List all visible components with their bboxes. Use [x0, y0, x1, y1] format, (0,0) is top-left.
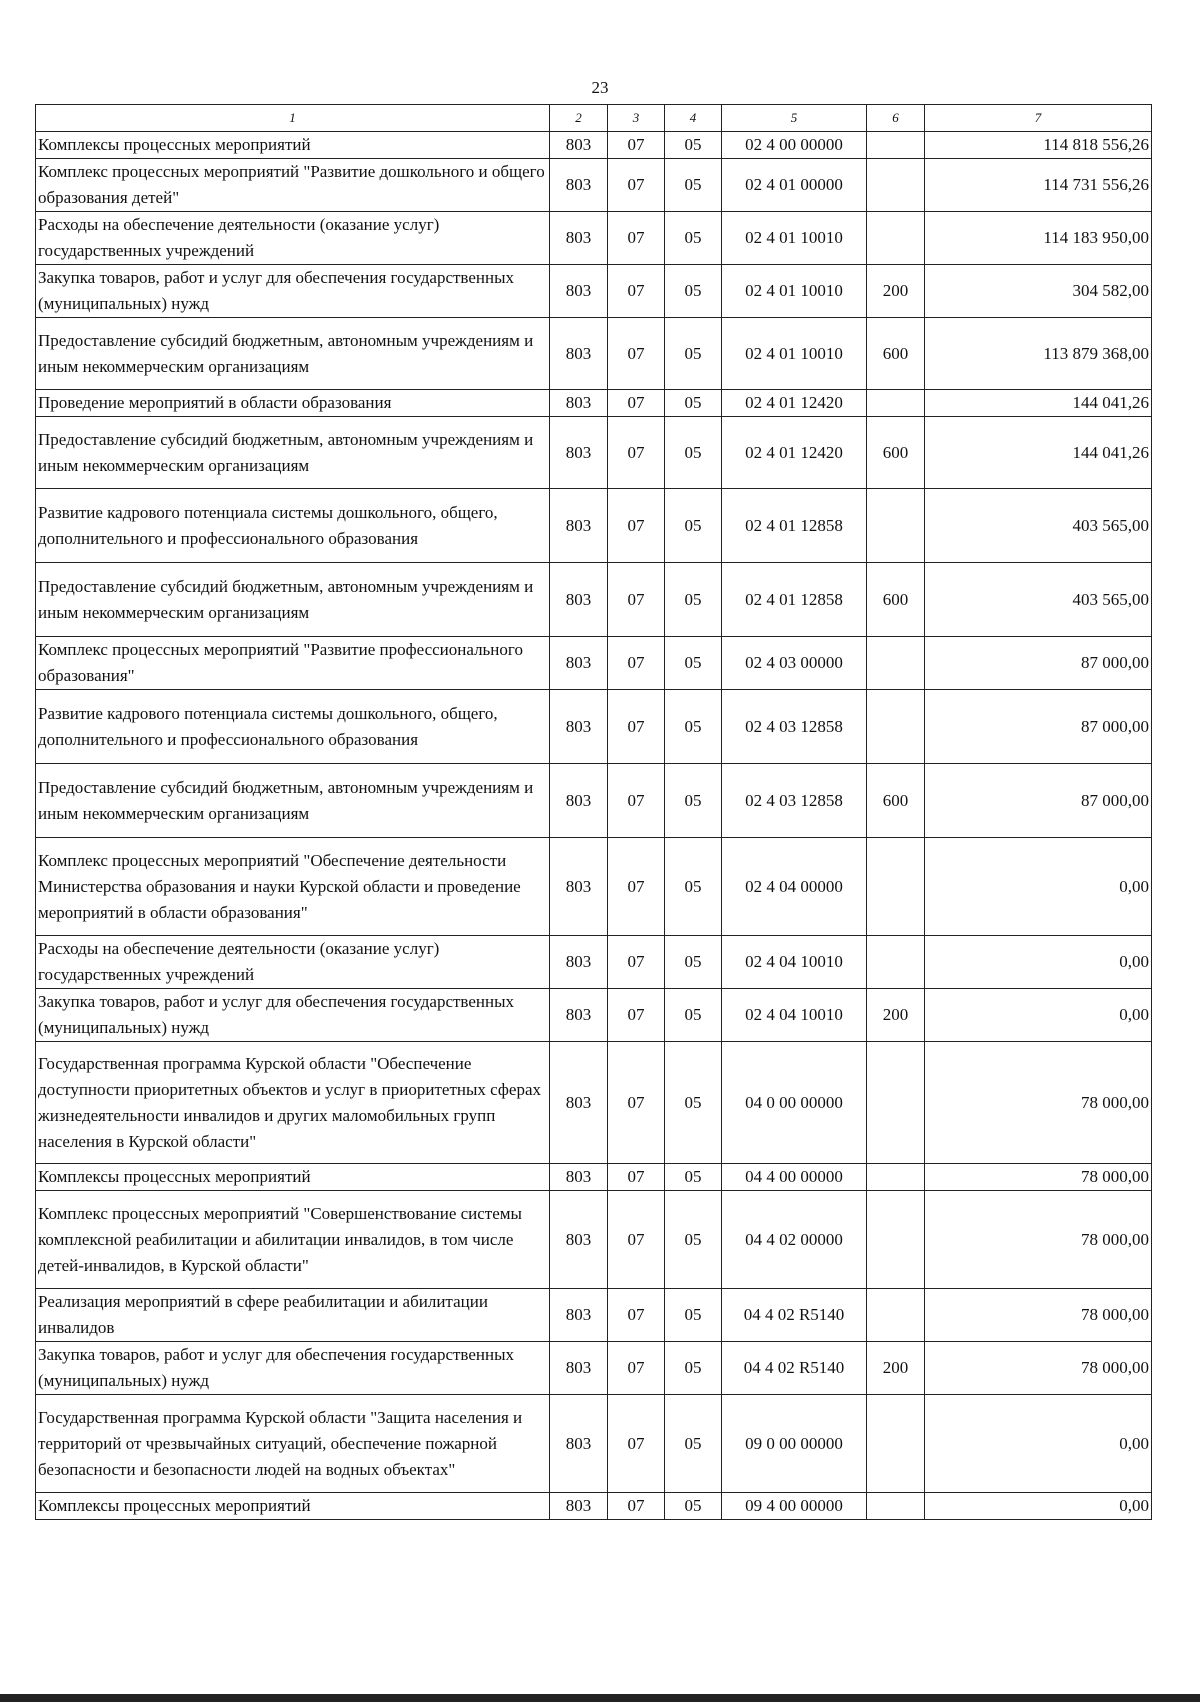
- subsection-cell: 05: [665, 563, 722, 637]
- target-article-cell: 04 4 02 R5140: [722, 1289, 867, 1342]
- amount-cell: 78 000,00: [925, 1342, 1152, 1395]
- table-row: [36, 637, 1152, 690]
- expense-type-cell: [867, 1493, 925, 1520]
- admin-code-cell: 803: [550, 318, 608, 390]
- row-name-cell: Проведение мероприятий в области образования: [36, 390, 550, 417]
- admin-code-cell: 803: [550, 1493, 608, 1520]
- subsection-cell: 05: [665, 265, 722, 318]
- column-header: 2: [550, 105, 608, 132]
- column-header: 1: [36, 105, 550, 132]
- expense-type-cell: 600: [867, 318, 925, 390]
- expense-type-cell: 200: [867, 265, 925, 318]
- admin-code-cell: 803: [550, 1289, 608, 1342]
- admin-code-cell: 803: [550, 489, 608, 563]
- amount-cell: 78 000,00: [925, 1289, 1152, 1342]
- target-article-cell: 04 0 00 00000: [722, 1042, 867, 1164]
- subsection-cell: 05: [665, 489, 722, 563]
- amount-cell: 144 041,26: [925, 390, 1152, 417]
- target-article-cell: 02 4 01 12420: [722, 417, 867, 489]
- table-row: [36, 417, 1152, 489]
- amount-cell: 0,00: [925, 838, 1152, 936]
- admin-code-cell: 803: [550, 563, 608, 637]
- amount-cell: 113 879 368,00: [925, 318, 1152, 390]
- target-article-cell: 02 4 04 10010: [722, 989, 867, 1042]
- admin-code-cell: 803: [550, 1164, 608, 1191]
- admin-code-cell: 803: [550, 159, 608, 212]
- subsection-cell: 05: [665, 690, 722, 764]
- subsection-cell: 05: [665, 1164, 722, 1191]
- expense-type-cell: [867, 390, 925, 417]
- table-row: [36, 1342, 1152, 1395]
- row-name-cell: Реализация мероприятий в сфере реабилитации и абилитации инвалидов: [36, 1289, 550, 1342]
- expense-type-cell: [867, 1395, 925, 1493]
- section-cell: 07: [608, 1164, 665, 1191]
- column-number-row: [36, 105, 1152, 132]
- amount-cell: 0,00: [925, 1395, 1152, 1493]
- scan-bottom-edge: [0, 1694, 1200, 1702]
- amount-cell: 78 000,00: [925, 1164, 1152, 1191]
- section-cell: 07: [608, 838, 665, 936]
- row-name-cell: Предоставление субсидий бюджетным, автономным учреждениям и иным некоммерческим организациям: [36, 318, 550, 390]
- table-row: [36, 838, 1152, 936]
- subsection-cell: 05: [665, 1342, 722, 1395]
- amount-cell: 144 041,26: [925, 417, 1152, 489]
- table-row: [36, 1493, 1152, 1520]
- target-article-cell: 02 4 01 10010: [722, 318, 867, 390]
- column-header: 6: [867, 105, 925, 132]
- row-name-cell: Закупка товаров, работ и услуг для обеспечения государственных (муниципальных) нужд: [36, 989, 550, 1042]
- expense-type-cell: [867, 132, 925, 159]
- row-name-cell: Комплексы процессных мероприятий: [36, 132, 550, 159]
- admin-code-cell: 803: [550, 265, 608, 318]
- expense-type-cell: [867, 1289, 925, 1342]
- table-row: [36, 132, 1152, 159]
- target-article-cell: 09 4 00 00000: [722, 1493, 867, 1520]
- amount-cell: 87 000,00: [925, 764, 1152, 838]
- table-row: [36, 390, 1152, 417]
- row-name-cell: Предоставление субсидий бюджетным, автономным учреждениям и иным некоммерческим организациям: [36, 563, 550, 637]
- column-header: 4: [665, 105, 722, 132]
- amount-cell: 304 582,00: [925, 265, 1152, 318]
- section-cell: 07: [608, 1289, 665, 1342]
- column-header: 3: [608, 105, 665, 132]
- target-article-cell: 02 4 01 00000: [722, 159, 867, 212]
- column-header: 7: [925, 105, 1152, 132]
- amount-cell: 78 000,00: [925, 1191, 1152, 1289]
- target-article-cell: 02 4 01 10010: [722, 265, 867, 318]
- section-cell: 07: [608, 1493, 665, 1520]
- expense-type-cell: [867, 637, 925, 690]
- row-name-cell: Закупка товаров, работ и услуг для обеспечения государственных (муниципальных) нужд: [36, 265, 550, 318]
- target-article-cell: 02 4 01 12858: [722, 489, 867, 563]
- subsection-cell: 05: [665, 936, 722, 989]
- section-cell: 07: [608, 936, 665, 989]
- row-name-cell: Развитие кадрового потенциала системы дошкольного, общего, дополнительного и профессионального образования: [36, 690, 550, 764]
- admin-code-cell: 803: [550, 1191, 608, 1289]
- target-article-cell: 02 4 03 12858: [722, 764, 867, 838]
- table-row: [36, 318, 1152, 390]
- admin-code-cell: 803: [550, 764, 608, 838]
- subsection-cell: 05: [665, 637, 722, 690]
- expense-type-cell: 600: [867, 563, 925, 637]
- subsection-cell: 05: [665, 1395, 722, 1493]
- target-article-cell: 02 4 04 10010: [722, 936, 867, 989]
- admin-code-cell: 803: [550, 1042, 608, 1164]
- subsection-cell: 05: [665, 1191, 722, 1289]
- amount-cell: 403 565,00: [925, 489, 1152, 563]
- table-row: [36, 690, 1152, 764]
- row-name-cell: Комплекс процессных мероприятий "Обеспечение деятельности Министерства образования и науки Курской области и проведение мероприятий в области образования": [36, 838, 550, 936]
- section-cell: 07: [608, 318, 665, 390]
- amount-cell: 114 183 950,00: [925, 212, 1152, 265]
- expense-type-cell: [867, 690, 925, 764]
- section-cell: 07: [608, 265, 665, 318]
- subsection-cell: 05: [665, 838, 722, 936]
- subsection-cell: 05: [665, 1042, 722, 1164]
- amount-cell: 87 000,00: [925, 637, 1152, 690]
- section-cell: 07: [608, 690, 665, 764]
- subsection-cell: 05: [665, 212, 722, 265]
- target-article-cell: 04 4 02 R5140: [722, 1342, 867, 1395]
- target-article-cell: 02 4 00 00000: [722, 132, 867, 159]
- row-name-cell: Развитие кадрового потенциала системы дошкольного, общего, дополнительного и профессионального образования: [36, 489, 550, 563]
- admin-code-cell: 803: [550, 838, 608, 936]
- target-article-cell: 02 4 01 12420: [722, 390, 867, 417]
- section-cell: 07: [608, 989, 665, 1042]
- admin-code-cell: 803: [550, 1342, 608, 1395]
- subsection-cell: 05: [665, 1493, 722, 1520]
- row-name-cell: Расходы на обеспечение деятельности (оказание услуг) государственных учреждений: [36, 212, 550, 265]
- target-article-cell: 02 4 03 00000: [722, 637, 867, 690]
- table-row: [36, 159, 1152, 212]
- target-article-cell: 02 4 03 12858: [722, 690, 867, 764]
- target-article-cell: 09 0 00 00000: [722, 1395, 867, 1493]
- section-cell: 07: [608, 489, 665, 563]
- table-row: [36, 1289, 1152, 1342]
- subsection-cell: 05: [665, 1289, 722, 1342]
- row-name-cell: Закупка товаров, работ и услуг для обеспечения государственных (муниципальных) нужд: [36, 1342, 550, 1395]
- table-row: [36, 764, 1152, 838]
- section-cell: 07: [608, 132, 665, 159]
- table-row: [36, 489, 1152, 563]
- section-cell: 07: [608, 1042, 665, 1164]
- budget-table: [35, 104, 1152, 1520]
- expense-type-cell: [867, 159, 925, 212]
- admin-code-cell: 803: [550, 132, 608, 159]
- amount-cell: 403 565,00: [925, 563, 1152, 637]
- amount-cell: 114 818 556,26: [925, 132, 1152, 159]
- row-name-cell: Государственная программа Курской области "Защита населения и территорий от чрезвычайных ситуаций, обеспечение пожарной безопасности и безопасности людей на водных объектах": [36, 1395, 550, 1493]
- row-name-cell: Комплексы процессных мероприятий: [36, 1164, 550, 1191]
- row-name-cell: Государственная программа Курской области "Обеспечение доступности приоритетных объектов и услуг в приоритетных сферах жизнедеятельности инвалидов и других маломобильных групп населения в Курской области": [36, 1042, 550, 1164]
- expense-type-cell: [867, 838, 925, 936]
- table-row: [36, 1191, 1152, 1289]
- target-article-cell: 04 4 02 00000: [722, 1191, 867, 1289]
- subsection-cell: 05: [665, 417, 722, 489]
- target-article-cell: 02 4 04 00000: [722, 838, 867, 936]
- table-row: [36, 936, 1152, 989]
- section-cell: 07: [608, 764, 665, 838]
- expense-type-cell: [867, 1042, 925, 1164]
- amount-cell: 0,00: [925, 989, 1152, 1042]
- expense-type-cell: [867, 212, 925, 265]
- amount-cell: 0,00: [925, 1493, 1152, 1520]
- table-row: [36, 1395, 1152, 1493]
- page-number: 23: [591, 78, 609, 97]
- amount-cell: 114 731 556,26: [925, 159, 1152, 212]
- target-article-cell: 02 4 01 10010: [722, 212, 867, 265]
- row-name-cell: Предоставление субсидий бюджетным, автономным учреждениям и иным некоммерческим организациям: [36, 764, 550, 838]
- subsection-cell: 05: [665, 318, 722, 390]
- table-row: [36, 989, 1152, 1042]
- subsection-cell: 05: [665, 132, 722, 159]
- expense-type-cell: [867, 936, 925, 989]
- section-cell: 07: [608, 159, 665, 212]
- section-cell: 07: [608, 1191, 665, 1289]
- admin-code-cell: 803: [550, 417, 608, 489]
- section-cell: 07: [608, 563, 665, 637]
- table-row: [36, 265, 1152, 318]
- subsection-cell: 05: [665, 989, 722, 1042]
- admin-code-cell: 803: [550, 690, 608, 764]
- row-name-cell: Расходы на обеспечение деятельности (оказание услуг) государственных учреждений: [36, 936, 550, 989]
- section-cell: 07: [608, 390, 665, 417]
- amount-cell: 0,00: [925, 936, 1152, 989]
- target-article-cell: 04 4 00 00000: [722, 1164, 867, 1191]
- subsection-cell: 05: [665, 390, 722, 417]
- amount-cell: 87 000,00: [925, 690, 1152, 764]
- expense-type-cell: [867, 1164, 925, 1191]
- table-row: [36, 212, 1152, 265]
- table-row: [36, 1164, 1152, 1191]
- expense-type-cell: 200: [867, 1342, 925, 1395]
- admin-code-cell: 803: [550, 637, 608, 690]
- section-cell: 07: [608, 417, 665, 489]
- target-article-cell: 02 4 01 12858: [722, 563, 867, 637]
- row-name-cell: Комплекс процессных мероприятий "Развитие профессионального образования": [36, 637, 550, 690]
- column-header: 5: [722, 105, 867, 132]
- subsection-cell: 05: [665, 159, 722, 212]
- expense-type-cell: 600: [867, 417, 925, 489]
- admin-code-cell: 803: [550, 212, 608, 265]
- admin-code-cell: 803: [550, 936, 608, 989]
- expense-type-cell: [867, 1191, 925, 1289]
- row-name-cell: Предоставление субсидий бюджетным, автономным учреждениям и иным некоммерческим организациям: [36, 417, 550, 489]
- section-cell: 07: [608, 212, 665, 265]
- expense-type-cell: 200: [867, 989, 925, 1042]
- row-name-cell: Комплексы процессных мероприятий: [36, 1493, 550, 1520]
- admin-code-cell: 803: [550, 1395, 608, 1493]
- section-cell: 07: [608, 1395, 665, 1493]
- subsection-cell: 05: [665, 764, 722, 838]
- row-name-cell: Комплекс процессных мероприятий "Развитие дошкольного и общего образования детей": [36, 159, 550, 212]
- amount-cell: 78 000,00: [925, 1042, 1152, 1164]
- expense-type-cell: 600: [867, 764, 925, 838]
- admin-code-cell: 803: [550, 390, 608, 417]
- section-cell: 07: [608, 637, 665, 690]
- expense-type-cell: [867, 489, 925, 563]
- admin-code-cell: 803: [550, 989, 608, 1042]
- row-name-cell: Комплекс процессных мероприятий "Совершенствование системы комплексной реабилитации и абилитации инвалидов, в том числе детей-инвалидов, в Курской области": [36, 1191, 550, 1289]
- table-row: [36, 563, 1152, 637]
- section-cell: 07: [608, 1342, 665, 1395]
- table-row: [36, 1042, 1152, 1164]
